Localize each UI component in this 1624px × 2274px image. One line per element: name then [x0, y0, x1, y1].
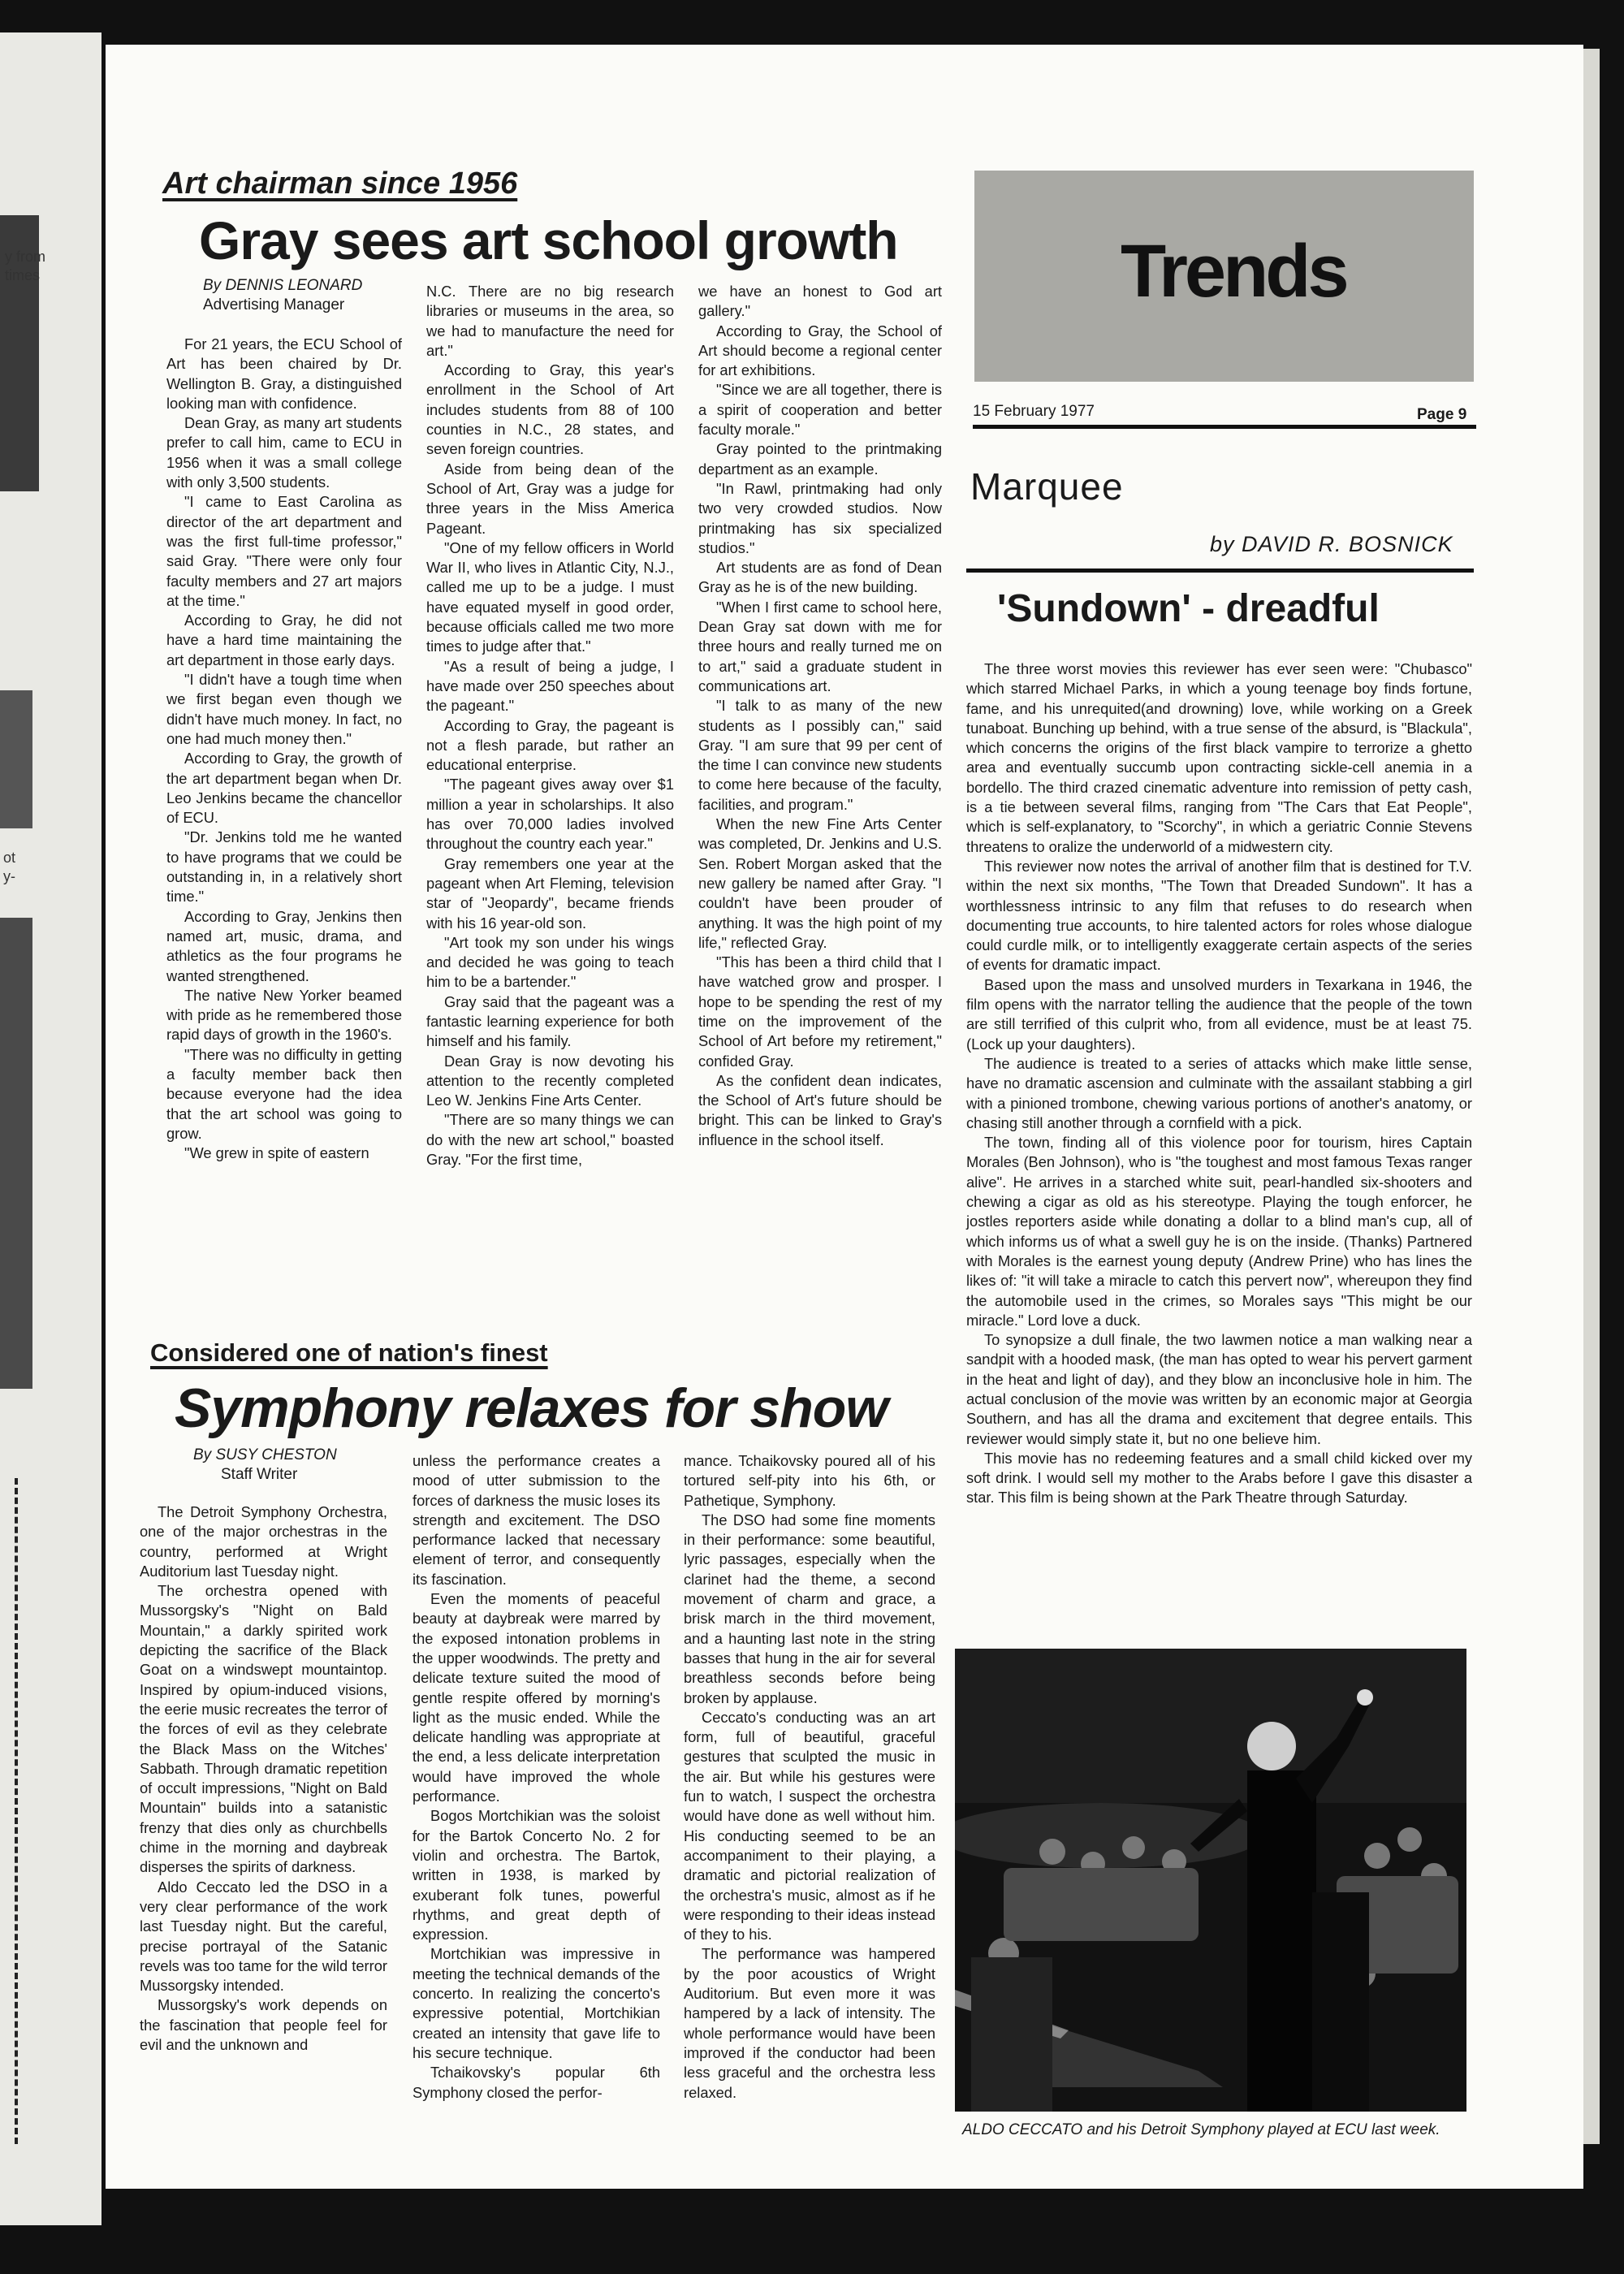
article-paragraph: "Since we are all together, there is a spirit of cooperation and better faculty morale.": [698, 381, 942, 439]
article-paragraph: The performance was hampered by the poor acoustics of Wright Auditorium. But even more it was hampered by a lack of intensity. The whole performance would have been improved if the conductor had been less graceful and the orchestra less relaxed.: [684, 1945, 935, 2101]
article-paragraph: unless the performance creates a mood of utter submission to the forces of darkness the music loses its strength and excitement. The DSO performance lacked that necessary element of terror, and consequently its fascination.: [412, 1452, 660, 1588]
review-body: [966, 659, 1472, 1508]
article-paragraph: The native New Yorker beamed with pride as he remembered those rapid days of growth in the 1960's.: [166, 986, 402, 1044]
article-paragraph: The orchestra opened with Mussorgsky's "Night on Bald Mountain," a darkly spirited work depicting the sacrifice of the Black Goat on a windswept mountaintop. Inspired by opium-induced visions, the eerie music recreates the terror of the forces of evil as they celebrate the Black Mass on the Witches' Sabbath. Through dramatic repetition of occult impressions, "Night on Bald Mountain" builds into a satanistic frenzy that dies only as churchbells chime in the morning and daybreak disperses the spirits of darkness.: [140, 1582, 387, 1876]
article-paragraph: As the confident dean indicates, the School of Art's future should be bright. This can be linked to Gray's influence in the school itself.: [698, 1071, 942, 1148]
article-paragraph: N.C. There are no big research libraries or museums in the area, so we had to manufacture the need for art.": [426, 283, 674, 359]
symphony-story-headline: Symphony relaxes for show: [175, 1377, 888, 1439]
article-paragraph: According to Gray, this year's enrollment in the School of Art includes students from 88 of 100 counties in N.C., 28 states, and seven foreign countries.: [426, 361, 674, 458]
article-paragraph: "There was no difficulty in getting a faculty member back then because everyone had the idea that the art school was going to grow.: [166, 1045, 402, 1142]
adjacent-page-border: [0, 1478, 18, 2144]
review-paragraph: This reviewer now notes the arrival of another film that is destined for T.V. within the next six months, "The Town that Dreaded Sundown". It has a worthlessness intrinsic to any film that refuses to do research when documenting true accounts, to hire talented actors for roles whose dialogue could curdle milk, or to intelligently exaggerate certain aspects of the series of events for dramatic impact.: [966, 857, 1472, 974]
byline-rule: [966, 568, 1474, 573]
article-paragraph: Aside from being dean of the School of Art, Gray was a judge for three years in the Miss America Pageant.: [426, 460, 674, 537]
article-paragraph: The DSO had some fine moments in their performance: some beautiful, lyric passages, especially when the clarinet had the theme, a second movement of charm and grace, a brisk march in the third movement, and a haunting last note in the string basses that hung in the air for several breathless seconds before being broken by applause.: [684, 1511, 935, 1706]
section-name: Trends: [1121, 230, 1346, 313]
article-paragraph: Aldo Ceccato led the DSO in a very clear performance of the work last Tuesday night. But the careful, precise portrayal of the Satanic revels was too tame for the wild terror Mussorgsky intended.: [140, 1878, 387, 1995]
article-paragraph: "When I first came to school here, Dean Gray sat down with me for three hours and really turned me on to art," said a graduate student in communications art.: [698, 598, 942, 694]
article-paragraph: "We grew in spite of eastern: [184, 1144, 369, 1162]
adjacent-page-photo-2: [0, 690, 32, 828]
photo-caption: ALDO CECCATO and his Detroit Symphony played at ECU last week.: [962, 2121, 1440, 2138]
article-paragraph: According to Gray, the pageant is not a flesh parade, but rather an educational enterprise.: [426, 716, 674, 774]
left-margin-fragment: times: [5, 267, 41, 283]
article-paragraph: Bogos Mortchikian was the soloist for the Bartok Concerto No. 2 for violin and orchestra. The Bartok, written in 1938, is marked by exuberant folk tunes, powerful rhythms, and great depth of expression.: [412, 1807, 660, 1943]
article-paragraph: According to Gray, he did not have a hard time maintaining the art department in those early days.: [166, 612, 402, 668]
article-paragraph: "There are so many things we can do with the new art school," boasted Gray. "For the first time,: [426, 1111, 674, 1169]
review-paragraph: Based upon the mass and unsolved murders in Texarkana in 1946, the film opens with the narrator telling the audience that the people of the town are still terrified of this culprit who, from all evidence, must be at least 75. (Lock up your daughters).: [966, 975, 1472, 1053]
article-paragraph: mance. Tchaikovsky poured all of his tortured self-pity into his 6th, or Pathetique, Symphony.: [684, 1452, 935, 1509]
symphony-story-column-2: [412, 1451, 660, 2103]
article-paragraph: According to Gray, the School of Art should become a regional center for art exhibitions.: [698, 322, 942, 379]
article-paragraph: "I came to East Carolina as director of the art department and was the first full-time professor," said Gray. "There were only four faculty members and 27 art majors at the time.": [166, 493, 402, 609]
article-paragraph: Art students are as fond of Dean Gray as he is of the new building.: [698, 559, 942, 596]
page-edge: [1583, 49, 1600, 2144]
article-paragraph: Gray said that the pageant was a fantastic learning experience for both himself and his family.: [426, 992, 674, 1050]
article-paragraph: Tchaikovsky's popular 6th Symphony closed the perfor-: [412, 2064, 660, 2101]
article-paragraph: "The pageant gives away over $1 million a year in scholarships. It also has over 70,000 ladies involved throughout the country each year.": [426, 776, 674, 853]
column-byline: by DAVID R. BOSNICK: [1210, 532, 1453, 556]
review-paragraph: To synopsize a dull finale, the two lawmen notice a man walking near a sandpit with a hooded mask, (the man has opted to wear his pervert garment in the heat and light of day), and they blow an inconclusive hole in him. The actual conclusion of the movie was written by an economic major at Georgia Southern, and has all the drama and excitement that degree entails. This reviewer would simply state it, but no one believe him.: [966, 1331, 1472, 1447]
symphony-story-kicker: Considered one of nation's finest: [150, 1338, 548, 1367]
left-margin-fragment: ot: [3, 850, 16, 866]
article-paragraph: "As a result of being a judge, I have made over 250 speeches about the pageant.": [426, 657, 674, 715]
art-story-kicker: Art chairman since 1956: [162, 166, 518, 201]
article-paragraph: we have an honest to God art gallery.": [698, 283, 942, 320]
article-paragraph: According to Gray, Jenkins then named art, music, drama, and athletics as the four programs he wanted strengthened.: [166, 907, 402, 984]
art-story-column-3: [698, 282, 942, 1150]
left-margin-fragment: y-: [3, 868, 15, 884]
review-paragraph: The town, finding all of this violence poor for tourism, hires Captain Morales (Ben Johnson), who is "the toughest and most famous Texas ranger alive". He arrives in a starched white suit, pearl-handled six-shooters and chewing a cigar as old as his stereotype. Playing the tough enforcer, he jostles reporters aside while donating a dollar to a blind man's cup, all of which informs us of what a swell guy he is on the inside. (Thanks) Partnered with Morales is the earnest young deputy (Andrew Prine) who has lines the likes of: "it will take a miracle to catch this pervert now", whereupon they find the automobile used in the crimes, so Morales says "This might be our miracle." Lord love a duck.: [966, 1134, 1472, 1329]
article-paragraph: According to Gray, the growth of the art department began when Dr. Leo Jenkins became the chancellor of ECU.: [166, 750, 402, 827]
article-paragraph: When the new Fine Arts Center was completed, Dr. Jenkins and U.S. Sen. Robert Morgan asked that the new gallery be named after Gray. "I couldn't have been prouder of anything. It was the high point of my life," reflected Gray.: [698, 815, 942, 951]
article-paragraph: "Art took my son under his wings and decided he was going to teach him to be a bartender.": [426, 933, 674, 991]
art-story-headline: Gray sees art school growth: [199, 210, 898, 270]
article-paragraph: Dean Gray, as many art students prefer to call him, came to ECU in 1956 when it was a small college with only 3,500 students.: [166, 414, 402, 491]
article-paragraph: "I talk to as many of the new students as I possibly can," said Gray. "I am sure that 99 per cent of the time I can convince new students to come here because of the faculty, facilities, and program.": [698, 697, 942, 813]
review-paragraph: The audience is treated to a series of attacks which make little sense, have no dramatic ascension and culminate with the assailant stabbing a girl with a pinioned trombone, chewing various portions of another's anatomy, or chasing still another through a cornfield with a pick.: [966, 1054, 1472, 1131]
art-story-byline-title: Advertising Manager: [203, 296, 345, 313]
page-number: Page 9: [1417, 406, 1467, 423]
issue-date: 15 February 1977: [973, 403, 1095, 420]
column-name: Marquee: [970, 465, 1124, 508]
section-banner: [974, 171, 1474, 382]
art-story-column-1: [166, 276, 402, 1163]
art-story-byline-name: By DENNIS LEONARD: [203, 277, 363, 294]
article-paragraph: Mussorgsky's work depends on the fascination that people feel for evil and the unknown and: [140, 1996, 387, 2054]
article-paragraph: Dean Gray is now devoting his attention to the recently completed Leo W. Jenkins Fine Arts Center.: [426, 1052, 674, 1109]
adjacent-page-photo-3: [0, 918, 32, 1389]
article-paragraph: For 21 years, the ECU School of Art has been chaired by Dr. Wellington B. Gray, a distinguished looking man with confidence.: [166, 335, 402, 412]
orchestra-photo-art: [955, 1649, 1466, 2112]
symphony-byline-name: By SUSY CHESTON: [193, 1446, 337, 1463]
review-paragraph: This movie has no redeeming features and a small child kicked over my soft drink. I would sell my mother to the Arabs before I gave this disaster a star. This film is being shown at the Park Theatre through Saturday.: [966, 1449, 1472, 1507]
article-paragraph: The Detroit Symphony Orchestra, one of the major orchestras in the country, performed at Wright Auditorium last Tuesday night.: [140, 1503, 387, 1580]
header-rule: [973, 425, 1476, 429]
article-paragraph: "Dr. Jenkins told me he wanted to have programs that we could be outstanding in, in a relatively short time.": [166, 828, 402, 906]
orchestra-photo: [955, 1649, 1466, 2112]
article-paragraph: Gray remembers one year at the pageant when Art Fleming, television star of "Jeopardy", became friends with his 16 year-old son.: [426, 854, 674, 932]
article-paragraph: Gray pointed to the printmaking department as an example.: [698, 440, 942, 478]
article-paragraph: Ceccato's conducting was an art form, full of beautiful, graceful gestures that sculpted the music in the air. But while his gestures were fun to watch, I suspect the orchestra would have done as well without him. His conducting seemed to be an accompaniment to their playing, a dramatic and pictorial realization of the orchestra's music, almost as if he were responding to their ideas instead of they to his.: [684, 1708, 935, 1943]
article-paragraph: "In Rawl, printmaking had only two very crowded studios. Now printmaking has six specialized studios.": [698, 479, 942, 556]
article-paragraph: Mortchikian was impressive in meeting the technical demands of the concerto. In realizing the concerto's expressive potential, Mortchikian created an intensity that gave life to his secure technique.: [412, 1945, 660, 2061]
article-paragraph: "One of my fellow officers in World War II, who lives in Atlantic City, N.J., called me up to be a judge. I must have equated myself in good order, because officials called me two more times to judge after that.": [426, 538, 674, 655]
article-paragraph: "This has been a third child that I have watched grow and prosper. I hope to be spending the rest of my time on the improvement of the School of Art before my retirement," confided Gray.: [698, 953, 942, 1070]
symphony-story-column-3: [684, 1451, 935, 2103]
article-paragraph: "I didn't have a tough time when we first began even though we didn't have much money. In fact, no one had much money then.": [166, 671, 402, 747]
article-paragraph: Even the moments of peaceful beauty at daybreak were marred by the exposed intonation problems in the upper woodwinds. The pretty and delicate texture suited the mood of gentle respite offered by morning's light as the music ended. While the delicate handling was appropriate at the end, a less delicate interpretation would have improved the whole performance.: [412, 1590, 660, 1805]
review-paragraph: The three worst movies this reviewer has ever seen were: "Chubasco" which starred Michael Parks, in which a young teenage boy finds fortune, fame, and his unrequited(and drowning) love, while working on a Greek tunaboat. Bunching up behind, with a true sense of the absurd, is "Blackula", which concerns the origins of the first black vampire to terrorize a ghetto area and eventually succumb upon contracting sickle-cell anemia in a bordello. The third crazed cinematic adventure into remission of petty cash, is a tie between several films, ranging from "The Cars that Eat People", which is self-explanatory, to "Scorchy", in which a geriatric Connie Stevens threatens to oralize the underworld of a midwestern city.: [966, 660, 1472, 855]
symphony-byline-title: Staff Writer: [221, 1466, 298, 1483]
art-story-column-2: [426, 282, 674, 1169]
review-headline: 'Sundown' - dreadful: [997, 587, 1380, 630]
symphony-story-column-1: [140, 1446, 387, 2055]
left-margin-fragment: y from: [5, 249, 46, 265]
